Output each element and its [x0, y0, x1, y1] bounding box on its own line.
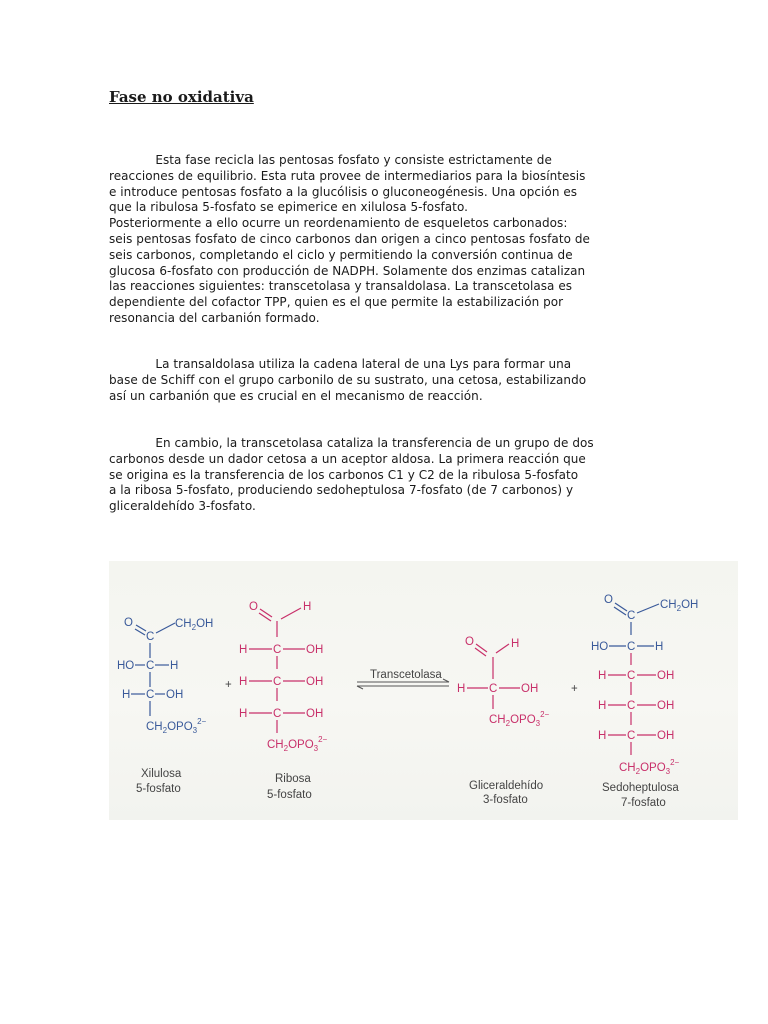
atom-oh: OH — [657, 730, 675, 742]
atom-c: C — [273, 676, 282, 688]
formula-part: 2 — [505, 719, 511, 728]
enzyme-label: Transcetolasa — [370, 669, 442, 681]
atom-h: H — [655, 641, 664, 653]
atom-c: C — [489, 683, 498, 695]
sedoheptulosa-structure — [591, 594, 698, 776]
formula-part: 2 — [162, 726, 168, 735]
atom-oh: OH — [306, 644, 324, 656]
formula-part: CH — [146, 721, 163, 733]
atom-h: H — [598, 670, 607, 682]
atom-h: H — [239, 676, 248, 688]
group-ch2oh — [660, 599, 698, 613]
atom-h: H — [457, 683, 466, 695]
gliceraldehido-structure — [457, 636, 550, 728]
formula-part: CH — [619, 762, 636, 774]
formula-part: 3 — [313, 744, 319, 753]
page-title: Fase no oxidativa — [109, 88, 254, 106]
formula-part: OH — [681, 599, 699, 611]
atom-c: C — [627, 670, 636, 682]
formula-part: 2 — [191, 623, 197, 632]
formula-part: 3 — [665, 767, 671, 776]
atom-h: H — [303, 601, 312, 613]
ribosa-structure — [239, 601, 328, 753]
formula-part: OH — [196, 618, 214, 630]
atom-o: O — [604, 594, 613, 606]
plus-sign: + — [225, 679, 232, 691]
atom-h: H — [170, 660, 179, 672]
label-gliceraldehido-1: Gliceraldehído — [469, 780, 544, 792]
atom-c: C — [273, 708, 282, 720]
formula-part: 2 — [635, 767, 641, 776]
atom-oh: OH — [166, 689, 184, 701]
formula-part: OPO — [288, 739, 314, 751]
formula-part: 2− — [540, 710, 550, 719]
paragraph-transcetolasa: En cambio, la transcetolasa cataliza la transferencia de un grupo de dos carbonos desde un dador cetosa a un aceptor aldosa. La primera reacción que se origina es la transferencia de los carbonos C1 y C2 de la ribulosa 5-fosfato a la ribosa 5-fosfato, produciendo sedoheptulosa 7-fosfato (de 7 carbonos) y gliceraldehído 3-fosfato. — [109, 436, 594, 514]
label-xilulosa-2: 5-fosfato — [136, 783, 181, 795]
group-ch2opo3 — [489, 710, 550, 728]
reaction-diagram — [109, 561, 738, 820]
label-ribosa-1: Ribosa — [275, 773, 311, 785]
atom-oh: OH — [306, 708, 324, 720]
formula-part: 2 — [283, 744, 289, 753]
label-sedoheptulosa-1: Sedoheptulosa — [602, 782, 679, 794]
formula-part: 2− — [670, 758, 680, 767]
group-ch2oh — [175, 618, 213, 632]
atom-o: O — [249, 601, 258, 613]
atom-h: H — [239, 708, 248, 720]
formula-part: 2− — [197, 717, 207, 726]
formula-part: 3 — [535, 719, 541, 728]
group-ch2opo3 — [267, 735, 328, 753]
atom-h: H — [122, 689, 131, 701]
group-ch2opo3 — [619, 758, 680, 776]
formula-part: OPO — [510, 714, 536, 726]
formula-part: CH — [267, 739, 284, 751]
atom-c: C — [146, 631, 155, 643]
atom-oh: OH — [306, 676, 324, 688]
plus-sign: + — [571, 683, 578, 695]
formula-part: CH — [175, 618, 192, 630]
paragraph-transaldolasa: La transaldolasa utiliza la cadena lateral de una Lys para formar una base de Schiff con el grupo carbonilo de su sustrato, una cetosa, estabilizando así un carbanión que es crucial en el mecanismo de reacción. — [109, 357, 587, 403]
atom-h: H — [511, 638, 520, 650]
formula-part: 3 — [192, 726, 198, 735]
atom-h: H — [598, 700, 607, 712]
formula-part: CH — [660, 599, 677, 611]
atom-o: O — [465, 636, 474, 648]
atom-c: C — [273, 644, 282, 656]
reaction-figure — [109, 561, 738, 820]
atom-c: C — [627, 641, 636, 653]
atom-o: O — [124, 617, 133, 629]
compound-labels — [136, 768, 679, 809]
atom-c: C — [627, 730, 636, 742]
atom-oh: OH — [657, 670, 675, 682]
label-sedoheptulosa-2: 7-fosfato — [621, 797, 666, 809]
formula-part: OPO — [167, 721, 193, 733]
equilibrium-arrows — [357, 669, 449, 689]
label-gliceraldehido-2: 3-fosfato — [483, 794, 528, 806]
formula-part: 2− — [318, 735, 328, 744]
atom-c: C — [627, 700, 636, 712]
atom-c: C — [627, 610, 636, 622]
atom-c: C — [146, 660, 155, 672]
label-xilulosa-1: Xilulosa — [141, 768, 182, 780]
atom-c: C — [146, 689, 155, 701]
formula-part: 2 — [676, 604, 682, 613]
atom-oh: OH — [657, 700, 675, 712]
group-ch2opo3 — [146, 717, 207, 735]
formula-part: CH — [489, 714, 506, 726]
atom-h: H — [598, 730, 607, 742]
xilulosa-structure — [117, 617, 213, 735]
atom-h: H — [239, 644, 248, 656]
formula-part: OPO — [640, 762, 666, 774]
atom-ho: HO — [591, 641, 609, 653]
label-ribosa-2: 5-fosfato — [267, 789, 312, 801]
paragraph-intro: Esta fase recicla las pentosas fosfato y consiste estrictamente de reacciones de equilibrio. Esta ruta provee de intermediarios para la biosíntesis e introduce pentosas fosfato a la glucólisis o gluconeogénesis. Una opción es que la ribulosa 5-fosfato se epimerice en xilulosa 5-fosfato. Posteriormente a ello ocurre un reordenamiento de esqueletos carbonados: seis pentosas fosfato de cinco carbonos dan origen a cinco pentosas fosfato de seis carbonos, completando el ciclo y permitiendo la conversión continua de glucosa 6-fosfato con producción de NADPH. Solamente dos enzimas catalizan las reacciones siguientes: transcetolasa y transaldolasa. La transcetolasa es dependiente del cofactor TPP, quien es el que permite la estabilización por resonancia del carbanión formado. — [109, 153, 590, 325]
atom-ho: HO — [117, 660, 135, 672]
atom-oh: OH — [521, 683, 539, 695]
